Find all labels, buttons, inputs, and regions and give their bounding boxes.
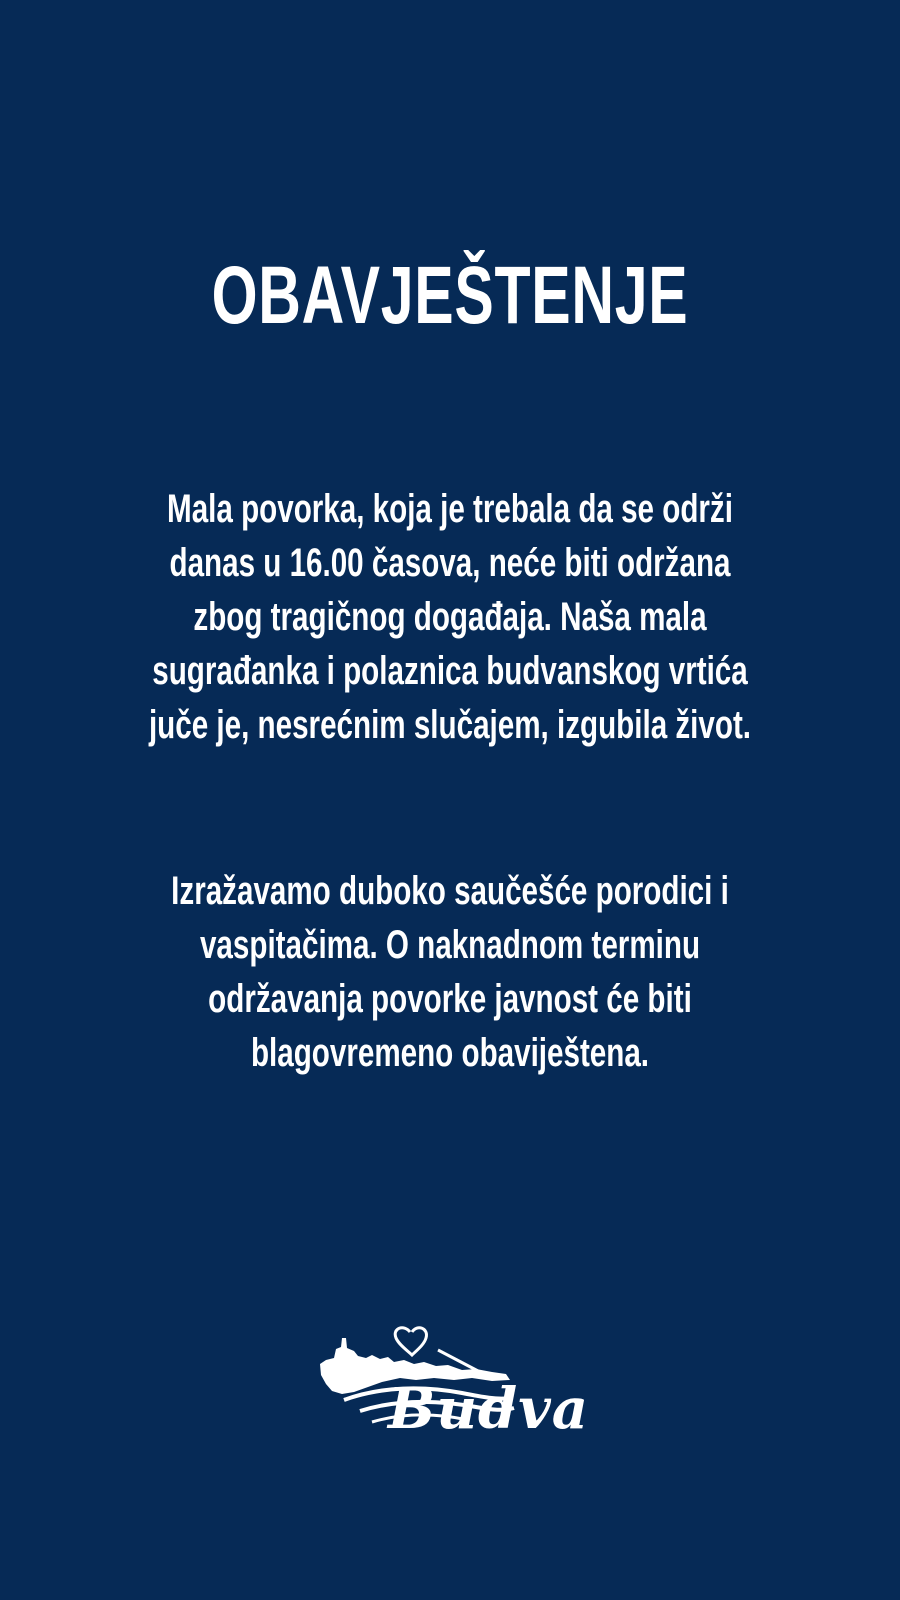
text-line: Izražavamo duboko saučešće porodici i [171, 869, 729, 913]
text-line: blagovremeno obaviještena. [250, 1031, 650, 1075]
text-line: sugrađanka i polaznica budvanskog vrtića [152, 649, 748, 693]
heart-icon [395, 1328, 426, 1355]
text-line: zbog tragičnog događaja. Naša mala [193, 595, 707, 639]
text-line: juče je, nesrećnim slučajem, izgubila život. [148, 703, 752, 747]
text-line: danas u 16.00 časova, neće biti održana [169, 541, 731, 585]
notice-paragraph-2 [0, 864, 900, 1080]
text-line: održavanja povorke javnost će biti [208, 977, 692, 1021]
text-line: Mala povorka, koja je trebala da se održi [167, 487, 733, 531]
budva-logo [312, 1320, 592, 1470]
notice-title: OBAVJEŠTENJE [211, 250, 689, 341]
logo-wordmark: Budva [388, 1376, 590, 1442]
notice-paragraph-1 [0, 482, 900, 752]
text-line: vaspitačima. O naknadnom terminu [199, 923, 701, 967]
